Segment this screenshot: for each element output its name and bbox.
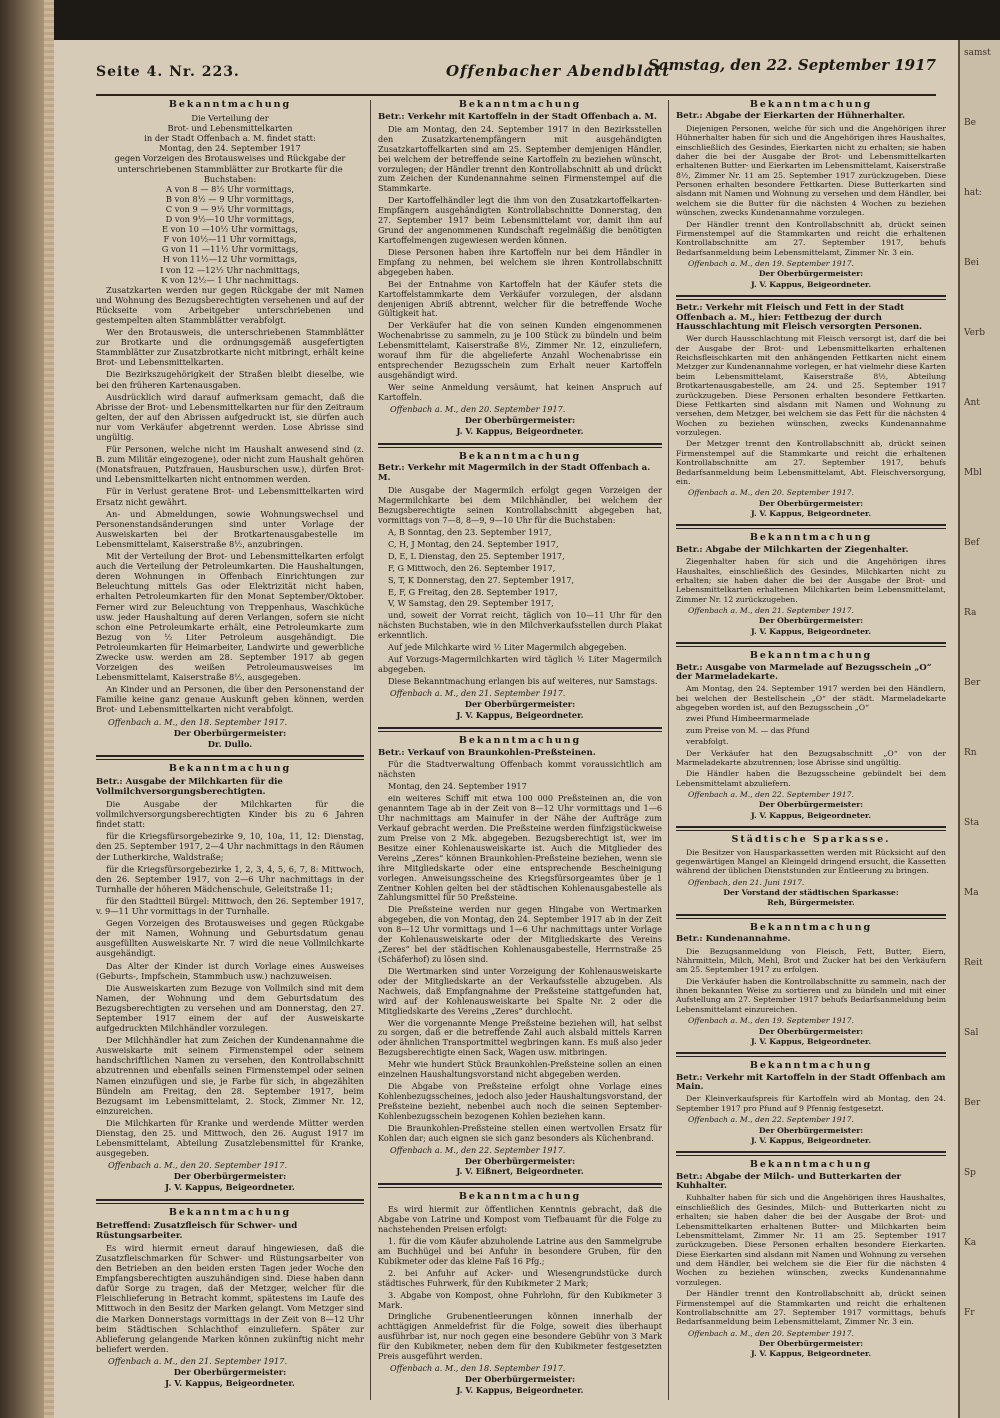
notice-subject: Betr.: Verkehr mit Fleisch und Fett in der Stadt Offenbach a. M., hier: Fettbezug der durch Hausschlachtung mit Fleisch versorgten Personen.	[676, 303, 923, 332]
notice-paragraph: Es wird hiermit erneut darauf hingewiesen, daß die Zusatzfleischmarken für Schwer- und Rüstungsarbeiter von den Betrieben an den beiden ersten Tagen jeder Woche den Empfangsberechtigten auszuhändigen sind. Diese haben dann dafür Sorge zu tragen, daß der Metzger, welcher für die Fleischlieferung in Betracht kommt, spätestens im Laufe des Mittwoch in den Besitz der Marken gelangt. Vom Metzger sind die Marken Donnerstags vormittags in der Zeit von 8—12 Uhr beim Städtischen Schlachthof einzuliefern. Später zur Ablieferung gelangende Marken können zukünftig nicht mehr beliefert werden.	[96, 1242, 364, 1354]
notice-place-date: Offenbach a. M., den 18. September 1917.	[108, 716, 288, 727]
notice-heading: Bekanntmachung	[458, 99, 582, 110]
notice-separator	[676, 642, 946, 647]
adjacent-page-fragment: Bef	[964, 538, 980, 548]
notice-place-date: Offenbach, den 21. Juni 1917.	[688, 877, 805, 887]
notice-place-date: Offenbach a. M., den 20. September 1917.	[688, 1328, 854, 1338]
notice-paragraph: Am Montag, den 24. September 1917 werden bei den Händlern, bei welchen der Bestellschein „O“ der städt. Marmeladekarte abgegeben worden ist, auf den Bezugsschein „O“	[676, 684, 946, 712]
notice-line: F von 10½—11 Uhr vormittags,	[163, 234, 297, 245]
notice-line: Brot- und Lebensmittelkarten	[167, 123, 293, 134]
notice-heading: Bekanntmachung	[168, 762, 292, 774]
adjacent-page-fragment: Mbl	[964, 468, 982, 478]
notice-signer: J. V. Kappus, Beigeordneter.	[750, 279, 872, 289]
adjacent-page-fragment: Be	[964, 118, 976, 128]
notice-subject: Betr.: Kundenannahme.	[676, 934, 791, 945]
notice-paragraph: D, E, L Dienstag, den 25. September 1917,	[388, 550, 565, 561]
notice-paragraph: Die Besitzer von Hausparkassetten werden mit Rücksicht auf den gegenwärtigen Mangel an Kleingeld dringend ersucht, die Kassetten während der üblichen Dienststunden zur Entleerung zu bringen.	[676, 847, 946, 876]
adjacent-page-fragment: Sp	[964, 1168, 976, 1178]
notice-line: A von 8 — 8½ Uhr vormittags,	[165, 183, 295, 194]
notice-heading: Bekanntmachung	[749, 532, 873, 544]
notice-paragraph: Diejenigen Personen, welche für sich und die Angehörigen ihrer Hühnerhalter haben für sich und die Angehörigen ihres Haushaltes, einschließlich des Gesindes, Eierkarten nicht zu erhalten; sie haben daher die bei der Ausgabe der Brot- und Lebensmittelkarten erhaltenen Butter- und Eierkarten im Lebensmittelamt, Kaiserstraße 8½, Zimmer Nr. 11 am 25. September 1917 zurückzugeben. Diese Personen erhalten besondere Fettkarten. Diese Butterkarten sind alsdann mit Namen und Wohnung zu versehen und dem Händler, bei welchem sie die Butter für die nächsten 4 Wochen zu beziehen wünschen, zwecks Kundenannahme vorzulegen.	[676, 123, 946, 218]
adjacent-page-fragment: Verb	[964, 328, 986, 338]
notice	[96, 764, 364, 1193]
notice-paragraph: Der Kleinverkaufspreis für Kartoffeln wird ab Montag, den 24. September 1917 pro Pfund auf 9 Pfennig festgesetzt.	[676, 1094, 946, 1113]
notice	[676, 835, 946, 908]
adjacent-page-fragment: hat:	[964, 188, 982, 198]
adjacent-page-fragment: Ma	[964, 888, 979, 898]
notice-signer: J. V. Kappus, Beigeordneter.	[456, 425, 584, 436]
notice-separator	[378, 1183, 662, 1188]
notice	[378, 1192, 662, 1396]
book-binding	[0, 0, 44, 1418]
notice-signer: J. V. Kappus, Beigeordneter.	[750, 1135, 872, 1145]
notice-line: E von 10 —10½ Uhr vormittags,	[161, 224, 298, 235]
notice-subject: Betr.: Ausgabe von Marmelade auf Bezugsschein „O“ der Marmeladekarte.	[676, 662, 932, 682]
notice-paragraph: Wer den Brotausweis, die unterschriebenen Stammblätter zur Brotkarte und die ordnungsgemäß ausgefertigten Stammblätter zur Zusatzbrotkarte nicht mitbringt, erhält keine Brot- und Lebensmittelkarten.	[96, 327, 364, 368]
adjacent-page-fragment: Bei	[964, 258, 979, 268]
notice	[676, 923, 946, 1047]
notice-separator	[96, 1199, 364, 1204]
notice-signer: Dr. Dullo.	[207, 738, 253, 749]
notice-paragraph: Die Ausgabe der Magermilch erfolgt gegen Vorzeigen der Magermilchkarte bei dem Milchhändler, bei welchem der Bezugsberechtigte seinen Kontrollabschnitt abgegeben hat, vormittags von 7—8, 8—9, 9—10 Uhr für die Buchstaben:	[378, 485, 662, 526]
notice-paragraph: Der Verkäufer hat die von seinen Kunden eingenommenen Wochenabrisse zu sammeln, zu je 100 Stück zu bündeln und beim Lebensmittelamt, Kaiserstraße 8½, Zimmer Nr. 12, einzuliefern, worauf ihm für die abgelieferte Anzahl Wochenabrisse ein entsprechender Bezugsschein zum Erhalt neuer Kartoffeln ausgehändigt wird.	[378, 320, 662, 380]
notice-signer: J. V. Kappus, Beigeordneter.	[456, 709, 584, 720]
notice-signer-title: Der Oberbürgermeister:	[464, 1374, 576, 1385]
notice-paragraph: Wer seine Anmeldung versäumt, hat keinen Anspruch auf Kartoffeln.	[378, 381, 662, 402]
notice-separator	[96, 755, 364, 760]
notice-paragraph: für die Kriegsfürsorgebezirke 1, 2, 3, 4, 5, 6, 7, 8: Mittwoch, den 26. September 1917, von 2—6 Uhr nachmittags in der Turnhalle der höheren Mädchenschule, Geleitstraße 11;	[96, 863, 364, 894]
notice-signer-title: Der Oberbürgermeister:	[173, 1366, 287, 1377]
notice-place-date: Offenbach a. M., den 20. September 1917.	[108, 1160, 288, 1171]
adjacent-page-fragment: Sal	[964, 1028, 979, 1038]
notice-line: Montag, den 24. September 1917	[159, 143, 301, 154]
notice-signer-title: Der Oberbürgermeister:	[173, 1171, 287, 1182]
notice-paragraph: V, W Samstag, den 29. September 1917,	[388, 598, 554, 609]
notice-line: G von 11 —11½ Uhr vormittags,	[161, 244, 299, 255]
notice-paragraph: Diese Personen haben ihre Kartoffeln nur bei dem Händler in Empfang zu nehmen, bei welchem sie ihren Kontrollabschnitt abgegeben haben.	[378, 246, 662, 277]
notice-paragraph: Wer die vorgenannte Menge Preßsteine beziehen will, hat selbst zu sorgen, daß er die betreffende Zahl auch alsbald mittels Karren oder ähnlichen Transportmittel wegbringen kann. Es muß also jeder Bezugsberechtigte einen Sack, Wagen usw. mitbringen.	[378, 1017, 662, 1058]
notice-paragraph: und, soweit der Vorrat reicht, täglich von 10—11 Uhr für den nächsten Buchstaben, wie in den Milchverkaufsstellen durch Plakat erkenntlich.	[378, 610, 662, 641]
notice-paragraph: zwei Pfund Himbeermarmelade	[686, 714, 810, 724]
notice-signer-title: Der Oberbürgermeister:	[464, 698, 576, 709]
notice-signer: J. V. Kappus, Beigeordneter.	[165, 1378, 295, 1389]
adjacent-page-fragment: Ka	[964, 1238, 977, 1248]
notice-paragraph: Der Händler trennt den Kontrollabschnitt ab, drückt seinen Firmenstempel auf die Stammkarten und reicht die erhaltenen Kontrollabschnitte am 27. September 1917 vormittags, behufs Bedarfsanmeldung beim Lebensmittelamt, Zimmer Nr. 3 ein.	[676, 1289, 946, 1327]
notice-place-date: Offenbach a. M., den 20. September 1917.	[688, 488, 854, 498]
notice	[676, 1160, 946, 1359]
notice-heading: Bekanntmachung	[458, 450, 582, 462]
notice-place-date: Offenbach a. M., den 21. September 1917.	[688, 606, 854, 615]
notice-place-date: Offenbach a. M., den 22. September 1917.	[688, 1115, 854, 1125]
notice-line: C von 9 — 9½ Uhr vormittags,	[165, 203, 295, 214]
notice-paragraph: An- und Abmeldungen, sowie Wohnungswechsel und Personenstandsänderungen sind unter Vorlage der Ausweiskarten bei der Brotkartenausgabestelle im Lebensmittelamt, Kaiserstraße 8½, anzubringen.	[96, 508, 364, 549]
notice-separator	[378, 443, 662, 448]
dark-background-top	[54, 0, 1000, 40]
notice-subject: Betr.: Ausgabe der Milchkarten für die Vollmilchversorgungsberechtigten.	[96, 776, 283, 797]
notice-signer: J. V. Kappus, Beigeordneter.	[456, 1384, 584, 1395]
notice-heading: Bekanntmachung	[749, 99, 873, 110]
notice-paragraph: Auf jede Milchkarte wird ½ Liter Magermilch abgegeben.	[388, 642, 627, 653]
notice-paragraph: An Kinder und an Personen, die über den Personenstand der Familie keine ganz genaue Auskunft geben können, werden Brot- und Lebensmittelkarten nicht verabfolgt.	[96, 684, 364, 715]
notice-line: in der Stadt Offenbach a. M. findet statt:	[144, 133, 316, 144]
notice-line: K von 12½— 1 Uhr nachmittags.	[161, 274, 299, 285]
notice	[378, 736, 662, 1178]
column-left	[96, 98, 364, 1398]
notice-paragraph: für den Stadtteil Bürgel: Mittwoch, den 26. September 1917, v. 9—11 Uhr vormittags in der Turnhalle.	[96, 895, 364, 917]
notice-paragraph: Die Bezugsanmeldung von Fleisch, Fett, Butter, Eiern, Nährmitteln, Milch, Mehl, Brot und Zucker hat bei den Verkäufern am 25. September 1917 zu erfolgen.	[676, 946, 946, 975]
adjacent-page-fragment: Rn	[964, 748, 977, 758]
notice-paragraph: 2. bei Anfuhr auf Acker- und Wiesengrundstücke durch städtisches Fuhrwerk, für den Kubikmeter 2 Mark;	[378, 1267, 662, 1288]
column-middle	[378, 98, 662, 1398]
notice-subject: Betr.: Abgabe der Milchkarten der Ziegenhalter.	[676, 544, 909, 555]
notice-signer: J. V. Kappus, Beigeordneter.	[750, 1349, 872, 1359]
masthead-rule	[96, 94, 936, 96]
notice-signer: J. V. Eißnert, Beigeordneter.	[456, 1166, 584, 1177]
notice-separator	[676, 1052, 946, 1057]
notice-signer: J. V. Kappus, Beigeordneter.	[750, 1036, 872, 1046]
notice-place-date: Offenbach a. M., den 22. September 1917.	[390, 1144, 566, 1155]
notice-paragraph: Der Händler trennt den Kontrollabschnitt ab, drückt seinen Firmenstempel auf die Stammkarten und reicht die erhaltenen Kontrollabschnitte am 27. September 1917, behufs Bedarfsanmeldung beim Lebensmittelamt, Zimmer Nr. 3 ein.	[676, 219, 946, 257]
notice-line: H von 11½—12 Uhr vormittags,	[162, 254, 298, 265]
notice-paragraph: 1. für die vom Käufer abzuholende Latrine aus den Sammelgrube am Buchhügel und bei Anfuhr in besondere Gruben, für den Kubikmeter oder das kleine Faß 16 Pfg.;	[378, 1236, 662, 1266]
column-right	[676, 98, 946, 1398]
notice-paragraph: Es wird hiermit zur öffentlichen Kenntnis gebracht, daß die Abgabe von Latrine und Kompost vom Tiefbauamt für die Folge zu nachstehenden Preisen erfolgt:	[378, 1204, 662, 1235]
notice-paragraph: Wer durch Hausschlachtung mit Fleisch versorgt ist, darf die bei der Ausgabe der Brot- und Lebensmittelkarten erhaltenen Reichsfleischkarten mit den anhängenden Fettkarten nicht einem Metzger zur Kundenannahme vorlegen, er hat vielmehr diese Karten beim Lebensmittelamt, Kaiserstraße 8½, Abteilung Brotkartenausgabestelle, am 24. und 25. September 1917 zurückzugeben. Diese Personen erhalten besondere Fettkarten. Diese Fettkarten sind alsdann mit Namen und Wohnung zu versehen, dem Metzger, bei welchem sie das Fett für die nächsten 4 Wochen zu beziehen wünschen, zwecks Kundenannahme vorzulegen.	[676, 334, 946, 437]
notice-paragraph: Auf Vorzugs-Magermilchkarten wird täglich ½ Liter Magermilch abgegeben.	[378, 654, 662, 675]
notice-signer: J. V. Kappus, Beigeordneter.	[165, 1182, 295, 1193]
page-number-label: Seite 4. Nr. 223.	[96, 64, 240, 80]
notice-place-date: Offenbach a. M., den 21. September 1917.	[108, 1355, 288, 1366]
notice-paragraph: Die Milchkarten für Kranke und werdende Mütter werden Dienstag, den 25. und Mittwoch, den 26. August 1917 im Lebensmittelamt, Abteilung Zusatzlebensmittel für Kranke, ausgegeben.	[96, 1117, 364, 1159]
notice-signer-title: Der Oberbürgermeister:	[758, 1125, 864, 1135]
notice-signer: J. V. Kappus, Beigeordneter.	[750, 509, 872, 518]
notice-paragraph: Die Händler haben die Bezugsscheine gebündelt bei dem Lebensmittelamt abzuliefern.	[676, 769, 946, 788]
notice-signer-title: Der Oberbürgermeister:	[464, 414, 576, 425]
notice-signer-title: Der Oberbürgermeister:	[758, 498, 864, 508]
notice	[96, 100, 364, 749]
adjacent-page-fragment: Fr	[964, 1308, 975, 1318]
notice	[96, 1208, 364, 1389]
notice-paragraph: A, B Sonntag, den 23. September 1917,	[388, 526, 552, 537]
notice-signer-title: Der Oberbürgermeister:	[173, 727, 287, 738]
adjacent-page-fragment: Sta	[964, 818, 980, 828]
notice-paragraph: Die Abgabe von Preßsteine erfolgt ohne Vorlage eines Kohlenbezugsscheines, jedoch also jeder Haushaltungsvorstand, der Preßsteine bezieht, nebenbei auch noch die seinen September-Kohlenbezugsschein bezogenen Kohlen beziehen kann.	[378, 1081, 662, 1121]
notice-paragraph: Kuhhalter haben für sich und die Angehörigen ihres Haushaltes, einschließlich des Gesindes, Milch- und Butterkarten nicht zu erhalten; sie haben daher die bei der Ausgabe der Brot- und Lebensmittelkarten erhaltenen Butter- und Milchkarten beim Lebensmittelamt, Zimmer Nr. 11 am 25. September 1917 zurückzugeben. Diese Personen erhalten besondere Eierkarten. Diese Eierkarten sind alsdann mit Namen und Wohnung zu versehen und dem Händler, bei welchem sie die Eier für die nächsten 4 Wochen zu beziehen wünschen, zwecks Kundenannahme vorzulegen.	[676, 1193, 946, 1287]
newspaper-title: Offenbacher Abendblatt	[446, 62, 671, 80]
notice-place-date: Offenbach a. M., den 21. September 1917.	[390, 687, 566, 698]
notice-paragraph: Montag, den 24. September 1917	[388, 781, 527, 792]
notice-subject: Betr.: Abgabe der Eierkarten der Hühnerhalter.	[676, 111, 905, 122]
notice-heading: Bekanntmachung	[749, 921, 873, 933]
page-edges	[44, 0, 54, 1418]
notice	[676, 100, 946, 289]
notice-line: D von 9½—10 Uhr vormittags,	[165, 214, 295, 225]
notice	[676, 1061, 946, 1145]
notice-paragraph: Die Preßsteine werden nur gegen Hingabe von Wertmarken abgegeben, die von Montag, den 24. September 1917 ab in der Zeit von 8—12 Uhr vormittags und 1—6 Uhr nachmittags unter Vorlage der Kohlenausweiskarte oder der Mitgliedskarte des Vereins „Zeres“ bei der städtischen Kohlenausgabestelle, Herrnstraße 25 (Schäferhof) zu lösen sind.	[378, 904, 662, 964]
notice-paragraph: Für in Verlust geratene Brot- und Lebensmittelkarten wird Ersatz nicht gewährt.	[96, 486, 364, 507]
notice-subject: Betr.: Verkehr mit Kartoffeln in der Stadt Offenbach am Main.	[676, 1072, 946, 1092]
notice-paragraph: Für die Stadtverwaltung Offenbach kommt voraussichtlich am nächsten	[378, 759, 662, 780]
adjacent-page-fragment: Ant	[964, 398, 980, 408]
notice-place-date: Offenbach a. M., den 22. September 1917.	[688, 790, 854, 799]
issue-date: Samstag, den 22. September 1917	[647, 56, 936, 74]
notice-paragraph: Der Milchhändler hat zum Zeichen der Kundenannahme die Ausweiskarte mit seinem Firmenstempel oder seinem handschriftlichen Namen zu versehen, den Kontrollabschnitt abzutrennen und ebenfalls seinen Firmenstempel oder seinen Namen einzufügen und sie, je Farbe für sich, in abgezählten Bündeln am Freitag, den 28. September 1917, beim Bezugsamt im Lebensmittelamt, 2. Stock, Zimmer Nr. 12, einzureichen.	[96, 1035, 364, 1116]
notice-heading: Städtische Sparkasse.	[731, 834, 891, 846]
notice-paragraph: ein weiteres Schiff mit etwa 100 000 Preßsteinen an, die von genanntem Tage ab in der Zeit von 8—12 Uhr vormittags und 1—6 Uhr nachmittags am Mainufer in der Nähe der Aufträge zum Verkauf gebracht werden. Die Preßsteine werden fünfzigstückweise zum Preise von 2 Mk. abgegeben. Bezugsberechtigt ist, wer im Besitze einer Kohlenausweiskarte ist. Auch die Mitglieder des Vereins „Zeres“ können Braunkohlen-Preßsteine beziehen, wenn sie ihre Mitgliedskarte oder eine entsprechende Bescheinigung vorlegen. Anweisungsscheine des Kriegsfürsorgeamtes über je 1 Zentner Kohlen gelten bei der städtischen Kohlenausgabestelle als Zahlungsmittel für 50 Preßsteine.	[378, 793, 662, 903]
notice-paragraph: Ausdrücklich wird darauf aufmerksam gemacht, daß die Abrisse der Brot- und Lebensmittelkarten nur für den Zeitraum gelten, der auf den Abrissen aufgedruckt ist, sie dürfen auch nur vom Verkäufer abgetrennt werden. Lose Abrisse sind ungültig.	[96, 391, 364, 442]
notice-paragraph: Mehr wie hundert Stück Braunkohlen-Preßsteine sollen an einen einzelnen Haushaltungsvorstand nicht abgegeben werden.	[378, 1059, 662, 1080]
notice-paragraph: E, F, G Freitag, den 28. September 1917,	[388, 586, 558, 597]
notice-paragraph: S, T, K Donnerstag, den 27. September 1917,	[388, 574, 575, 585]
notice-paragraph: Die Ausgabe der Milchkarten für die vollmilchversorgungsberechtigten Kinder bis zu 6 Jahren findet statt:	[96, 799, 364, 830]
notice-heading: Bekanntmachung	[749, 1159, 873, 1171]
column-divider	[668, 100, 669, 1400]
notice-paragraph: Der Kartoffelhändler legt die ihm von den Zusatzkartoffelkarten-Empfängern ausgehändigten Kontrollabschnitte Donnerstag, den 27. September 1917 beim Lebensmittelamt vor, damit ihm auf Grund der angenommenen Kundschaft regelmäßig die benötigten Kartoffelmengen zugewiesen werden können.	[378, 195, 662, 245]
notice	[676, 304, 946, 518]
notice-paragraph: verabfolgt.	[686, 737, 729, 747]
notice-paragraph: Der Metzger trennt den Kontrollabschnitt ab, drückt seinen Firmenstempel auf die Stammkarte und reicht die erhaltenen Kontrollabschnitte am 27. September 1917, behufs Bedarfsanmeldung beim Lebensmittelamt, Abt. Fleischversorgung, ein.	[676, 439, 946, 486]
notice-separator	[676, 524, 946, 529]
notice-line: Die Verteilung der	[191, 113, 269, 124]
notice-paragraph: Die Braunkohlen-Preßsteine stellen einen wertvollen Ersatz für Kohlen dar; auch eignen sie sich ganz besonders als Küchenbrand.	[378, 1122, 662, 1143]
notice-paragraph: Dringliche Grubenentleerungen können innerhalb der achttägigen Anmeldefrist für die Folge, soweit dies überhaupt ausführbar ist, nur noch gegen eine besondere Gebühr von 3 Mark für den Kubikmeter, neben dem für den Kubikmeter festgesetzten Preis ausgeführt werden.	[378, 1311, 662, 1362]
notice-place-date: Offenbach a. M., den 19. September 1917.	[688, 259, 854, 268]
notice-paragraph: Mit der Verteilung der Brot- und Lebensmittelkarten erfolgt auch die Verteilung der Petroleumkarten. Die Haushaltungen, deren Wohnungen in Offenbach Einrichtungen zur Beleuchtung mittels Gas oder Elektrizität nicht haben, erhalten Petroleumkarten für den Monat September/Oktober. Ferner wird zur Beleuchtung von Treppenhaus, Waschküche usw. jeder Haushaltung auf deren Verlangen, sofern sie nicht schon eine Petroleumkarte erhält, eine Petroleumkarte zum Bezug von ½ Liter Petroleum ausgehändigt. Die Petroleumkarten für Heimarbeiter, Landwirte und gewerbliche Zwecke usw. werden am 28. September 1917 ab gegen Vorzeigen des weißen Petroleumausweises im Lebensmittelamt, Kaiserstraße 8½, ausgegeben.	[96, 551, 364, 683]
adjacent-page-edge	[958, 40, 1000, 1418]
notice-subject: Betr.: Abgabe der Milch- und Butterkarten der Kuhhalter.	[676, 1171, 902, 1191]
notice-paragraph: Die Ausweiskarten zum Bezuge von Vollmilch sind mit dem Namen, der Wohnung und dem Geburtsdatum des Bezugsberechtigten zu versehen und am Donnerstag, den 27. September 1917 einem der auf der Ausweiskarte aufgedruckten Milchhändler vorzulegen.	[96, 982, 364, 1034]
notice-line: gegen Vorzeigen des Brotausweises und Rückgabe der unterschriebenen Stammblätter zur Brotkarte für die Buchstaben:	[114, 153, 346, 184]
notice-signer-title: Der Oberbürgermeister:	[464, 1155, 576, 1166]
notice-paragraph: Für Personen, welche nicht im Haushalt anwesend sind (z. B. zum Militär eingezogene), oder nicht zum Haushalt gehören (Monatsfrauen, Putzfrauen, Hausburschen usw.), dürfen Brot- und Lebensmittelkarten nicht entnommen werden.	[96, 444, 364, 485]
notice	[378, 452, 662, 721]
notice-paragraph: Die Bezirkszugehörigkeit der Straßen bleibt dieselbe, wie bei den früheren Kartenausgaben.	[96, 369, 364, 390]
notice-paragraph: für die Kriegsfürsorgebezirke 9, 10, 10a, 11, 12: Dienstag, den 25. September 1917, 2—4 Uhr nachmittags in den Räumen der Lutherkirche, Waldstraße;	[96, 831, 364, 862]
notice-line: I von 12 —12½ Uhr nachmittags,	[160, 264, 300, 275]
notice-paragraph: Gegen Vorzeigen des Brotausweises und gegen Rückgabe der mit Namen, Wohnung und Geburtsdatum genau ausgefüllten Ausweiskarte Nr. 7 wird die neue Vollmilchkarte ausgehändigt.	[96, 918, 364, 959]
notice-heading: Bekanntmachung	[458, 1191, 582, 1203]
notice-place-date: Offenbach a. M., den 18. September 1917.	[390, 1363, 566, 1374]
notice-subject: Betr.: Verkehr mit Magermilch in der Stadt Offenbach a. M.	[378, 463, 651, 484]
notice-place-date: Offenbach a. M., den 19. September 1917.	[688, 1016, 854, 1026]
adjacent-page-fragment: samst	[964, 48, 991, 58]
column-divider	[370, 100, 371, 1400]
notice-heading: Bekanntmachung	[458, 734, 582, 746]
notice-heading: Bekanntmachung	[749, 1060, 873, 1072]
notice-paragraph: Zusatzkarten werden nur gegen Rückgabe der mit Namen und Wohnung des Bezugsberechtigten versehenen und auf der Rückseite vom Arbeitgeber unterschriebenen und gestempelten alten Stammblätter verabfolgt.	[96, 284, 364, 325]
notice-place-date: Offenbach a. M., den 20. September 1917.	[390, 403, 566, 414]
adjacent-page-fragment: Ber	[964, 1098, 981, 1108]
notice	[676, 533, 946, 636]
notice-signer-title: Der Oberbürgermeister:	[758, 269, 864, 279]
notice-paragraph: Die Wertmarken sind unter Vorzeigung der Kohlenausweiskarte oder der Mitgliedskarte an der Verkaufsstelle abzugeben. Als Nachweis, daß Empfangnahme der Preßsteine stattgefunden hat, wird auf der Kohlenausweiskarte bei Spalte Nr. 2 oder die Mitgliedskarte des Vereins „Zeres“ durchlocht.	[378, 965, 662, 1016]
adjacent-page-fragment: Reit	[964, 958, 983, 968]
notice-separator	[676, 914, 946, 919]
notice-signer: J. V. Kappus, Beigeordneter.	[750, 810, 872, 820]
notice-signer-title: Der Oberbürgermeister:	[758, 1339, 864, 1348]
notice-subject: Betreffend: Zusatzfleisch für Schwer- und Rüstungsarbeiter.	[96, 1220, 298, 1241]
masthead	[96, 52, 936, 90]
notice-separator	[676, 826, 946, 831]
notice-paragraph: C, H, J Montag, den 24. September 1917,	[388, 538, 559, 549]
notice-signer: J. V. Kappus, Beigeordneter.	[750, 626, 872, 636]
notice-heading: Bekanntmachung	[749, 650, 873, 662]
notice-paragraph: Ziegenhalter haben für sich und die Angehörigen ihres Haushaltes, einschließlich des Gesindes, Milchkarten nicht zu erhalten; sie haben daher die bei der Ausgabe der Brot- und Lebensmittelkarten erhaltenen Milchkarten beim Lebensmittelamt, Zimmer Nr. 12 zurückzugeben.	[676, 557, 946, 604]
notice-signer-title: Der Vorstand der städtischen Sparkasse:	[723, 888, 899, 897]
notice-signer-title: Der Oberbürgermeister:	[758, 616, 864, 626]
notice-paragraph: Das Alter der Kinder ist durch Vorlage eines Ausweises (Geburts-, Impfschein, Stammbuch usw.) nachzuweisen.	[96, 960, 364, 981]
notice-paragraph: Diese Bekanntmachung erlangen bis auf weiteres, nur Samstags.	[388, 675, 658, 686]
notice-signer: Reh, Bürgermeister.	[767, 898, 855, 908]
notice-heading: Bekanntmachung	[168, 99, 292, 110]
notice-paragraph: Der Verkäufer hat den Bezugsabschnitt „O“ von der Marmeladekarte abzutrennen; lose Abrisse sind ungültig.	[676, 748, 946, 767]
notice-line: B von 8½ — 9 Uhr vormittags,	[165, 193, 295, 204]
notice-paragraph: Die am Montag, den 24. September 1917 in den Bezirksstellen den Zusatzkartenempfängern mit ausgehändigten Zusatzkartoffelkarten sind am 25. September demjenigen Händler, bei welchem der betreffende seine Kartoffeln zu beziehen wünscht, vorzulegen; der Händler trennt den Kontrollabschnitt ab und drückt zum Zeichen der Kundenannahme seinen Firmenstempel auf die Stammkarte.	[378, 123, 662, 194]
notice-paragraph: Die Verkäufer haben die Kontrollabschnitte zu sammeln, nach der ihnen bekannten Weise zu sortieren und zu bündeln und mit einer Aufstellung am 27. September 1917 behufs Bedarfsanmeldung beim Lebensmittelamt einzureichen.	[676, 976, 946, 1014]
notice-signer-title: Der Oberbürgermeister:	[758, 1026, 864, 1036]
adjacent-page-fragment: Ra	[964, 608, 977, 618]
notice-heading: Bekanntmachung	[168, 1206, 292, 1218]
notice-paragraph: zum Preise von M. — das Pfund	[686, 725, 810, 735]
notice-separator	[676, 295, 946, 300]
notice	[378, 100, 662, 437]
notice	[676, 651, 946, 820]
notice-subject: Betr.: Verkehr mit Kartoffeln in der Stadt Offenbach a. M.	[378, 111, 657, 122]
notice-separator	[676, 1151, 946, 1156]
notice-separator	[378, 727, 662, 732]
adjacent-page-fragment: Ber	[964, 678, 981, 688]
notice-subject: Betr.: Verkauf von Braunkohlen-Preßsteinen.	[378, 747, 596, 758]
notice-signer-title: Der Oberbürgermeister:	[758, 800, 864, 810]
notice-paragraph: 3. Abgabe von Kompost, ohne Fuhrlohn, für den Kubikmeter 3 Mark.	[378, 1289, 662, 1310]
notice-paragraph: F, G Mittwoch, den 26. September 1917,	[388, 562, 556, 573]
notice-paragraph: Bei der Entnahme von Kartoffeln hat der Käufer stets die Kartoffelstammkarte dem Verkäufer vorzulegen, der alsdann denjenigen Abriß abtrennt, welcher für die betreffende Woche Gültigkeit hat.	[378, 278, 662, 319]
